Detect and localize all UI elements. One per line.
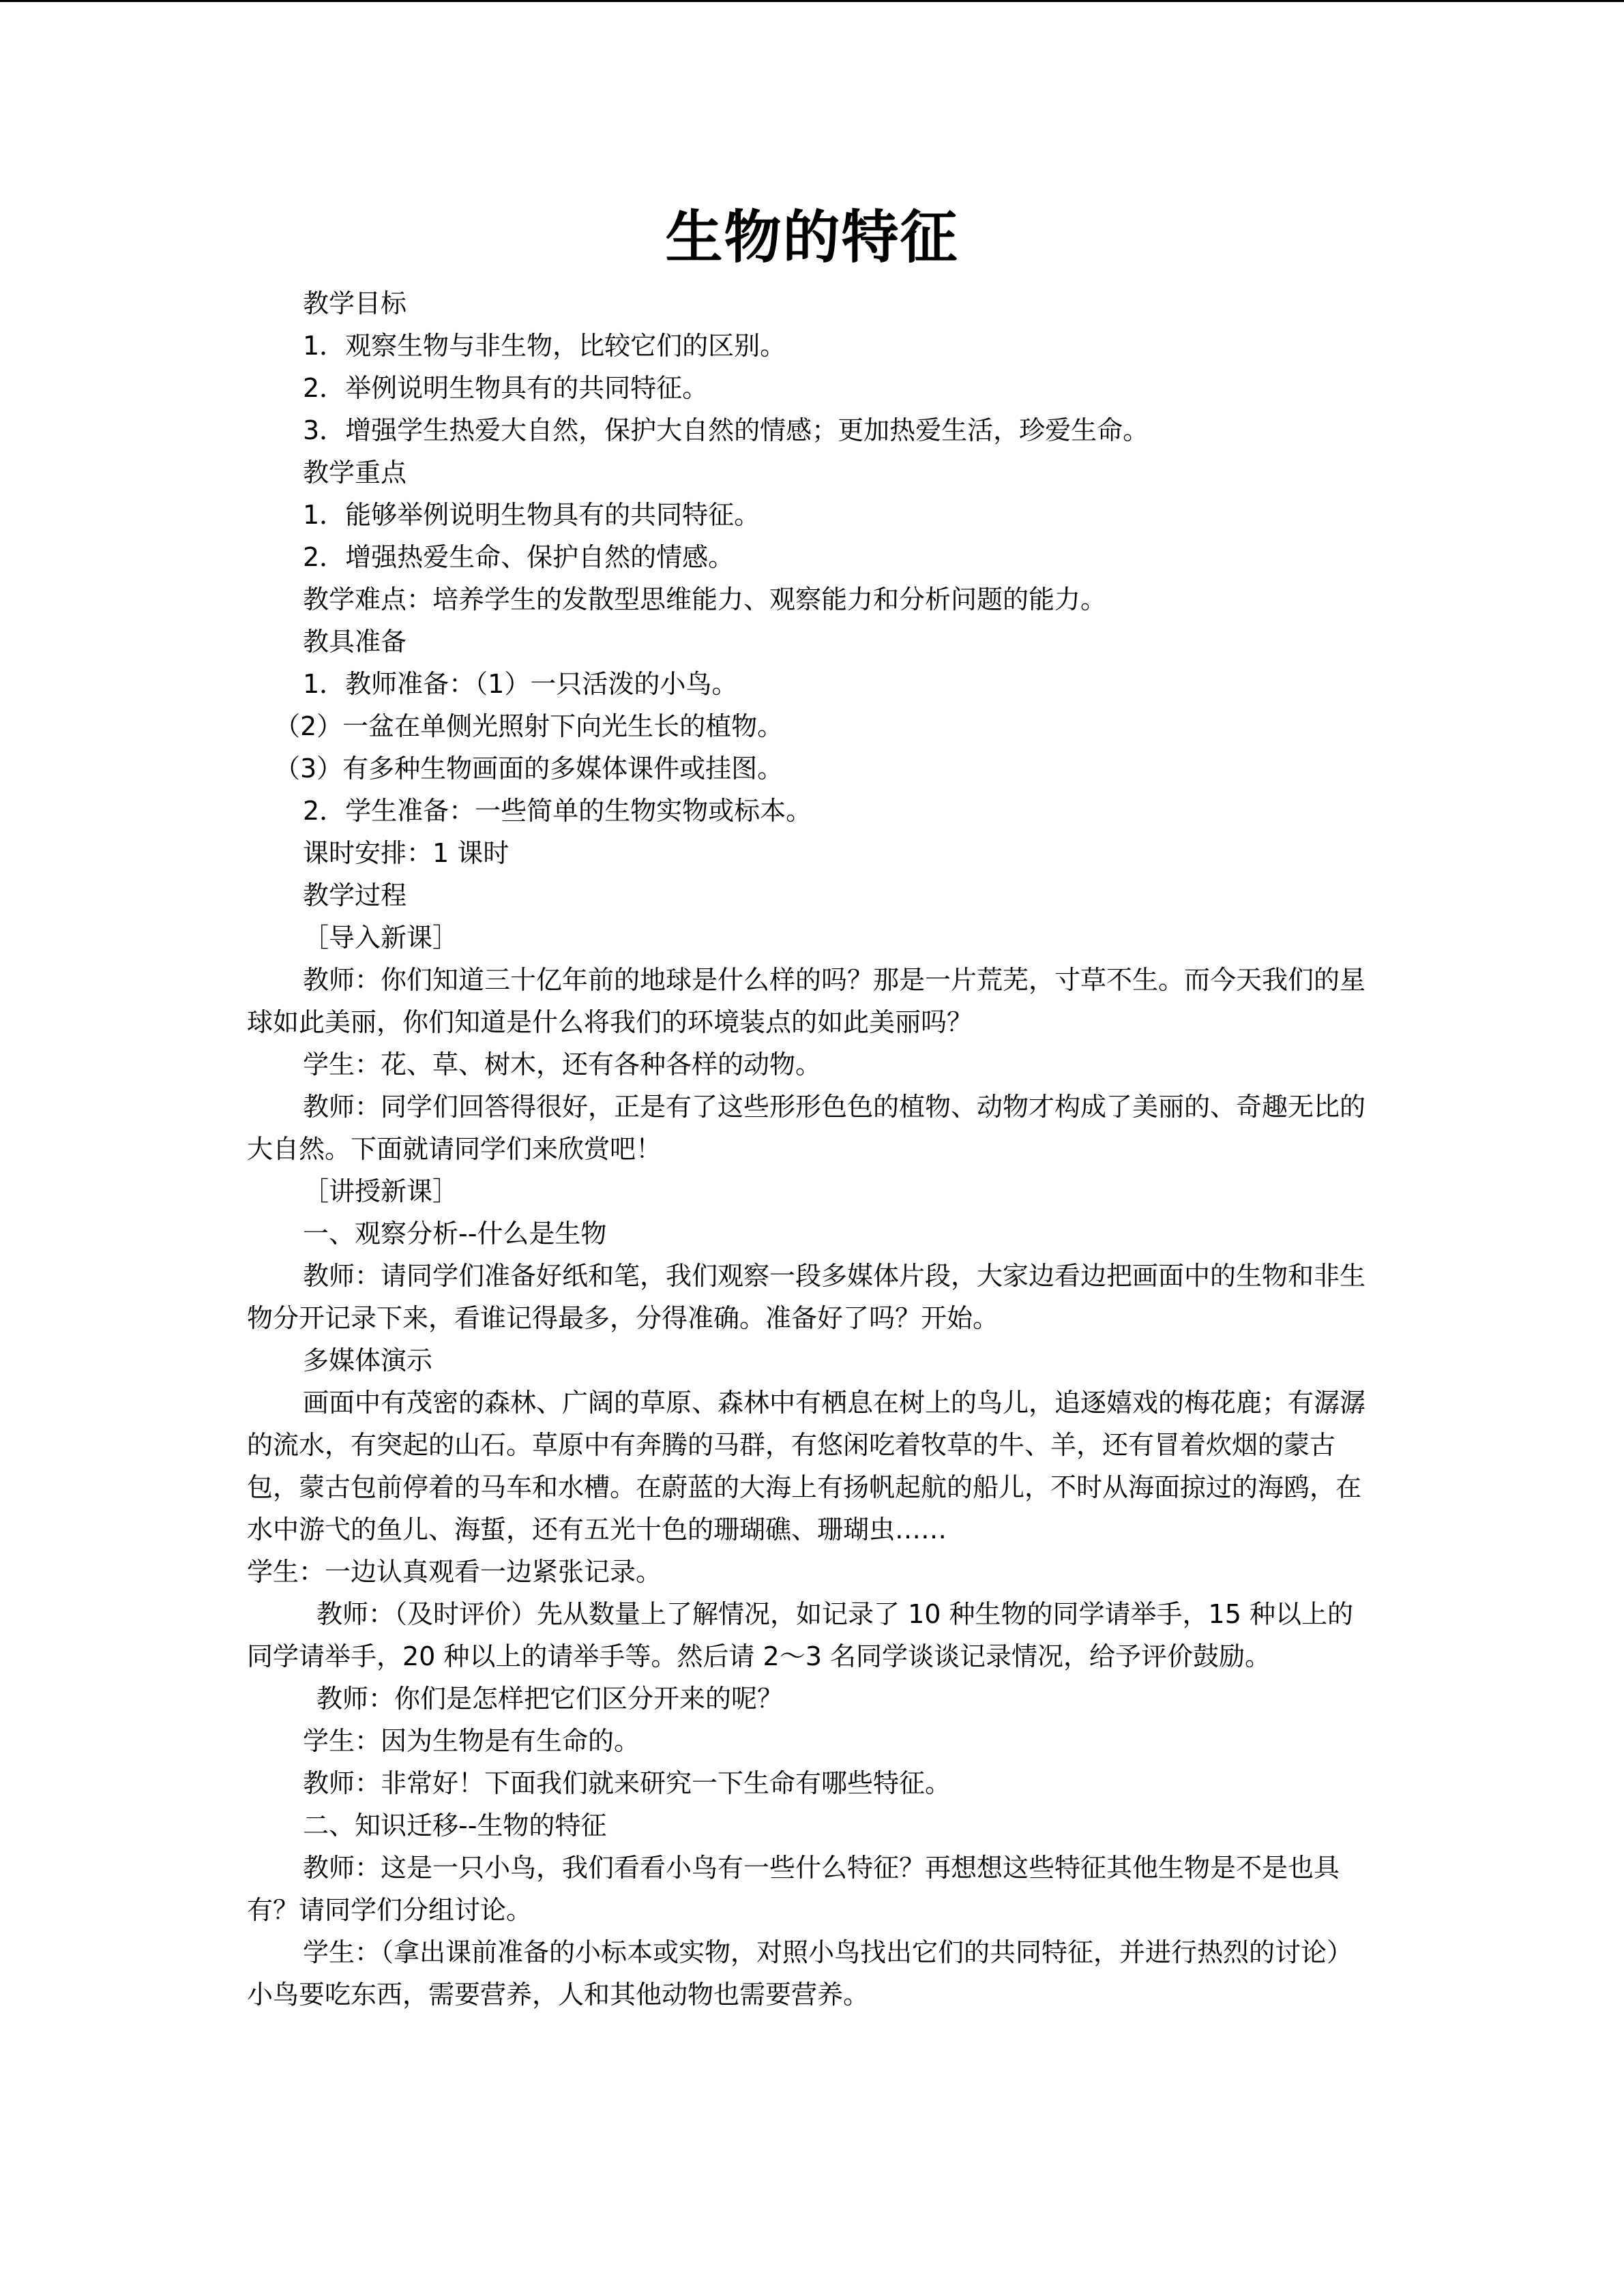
paragraph: 学生：一边认真观看一边紧张记录。 <box>247 1557 662 1587</box>
paragraph: ［讲授新课］ <box>303 1176 459 1206</box>
paragraph: 1．教师准备：（1）一只活泼的小鸟。 <box>303 669 738 699</box>
paragraph: ［导入新课］ <box>303 923 459 953</box>
paragraph: 教师：这是一只小鸟，我们看看小鸟有一些什么特征？再想想这些特征其他生物是不是也具有？请同学们分组讨论。 <box>247 1853 1340 1925</box>
paragraph: 多媒体演示 <box>303 1345 433 1375</box>
paragraph: 1．能够举例说明生物具有的共同特征。 <box>303 500 761 530</box>
paragraph: 学生：（拿出课前准备的小标本或实物，对照小鸟找出它们的共同特征，并进行热烈的讨论）小鸟要吃东西，需要营养，人和其他动物也需要营养。 <box>247 1937 1353 2010</box>
paragraph: 教师：非常好！下面我们就来研究一下生命有哪些特征。 <box>303 1768 951 1798</box>
paragraph: 教学重点 <box>303 458 407 488</box>
paragraph: 2．举例说明生物具有的共同特征。 <box>303 373 709 403</box>
paragraph: 教师：同学们回答得很好，正是有了这些形形色色的植物、动物才构成了美丽的、奇趣无比的大自然。下面就请同学们来欣赏吧！ <box>247 1092 1366 1164</box>
paragraph: 2．增强热爱生命、保护自然的情感。 <box>303 542 735 572</box>
paragraph: 画面中有茂密的森林、广阔的草原、森林中有栖息在树上的鸟儿，追逐嬉戏的梅花鹿；有潺潺的流水，有突起的山石。草原中有奔腾的马群，有悠闲吃着牧草的牛、羊，还有冒着炊烟的蒙古包，蒙古包前停着的马车和水槽。在蔚蓝的大海上有扬帆起航的船儿，不时从海面掠过的海鸥，在水中游弋的鱼儿、海蜇，还有五光十色的珊瑚礁、珊瑚虫…… <box>247 1388 1366 1545</box>
paragraph: 一、观察分析--什么是生物 <box>303 1219 607 1249</box>
paragraph: 二、知识迁移--生物的特征 <box>303 1810 607 1840</box>
paragraph: 课时安排：1 课时 <box>303 838 510 868</box>
document-title: 生物的特征 <box>665 203 959 271</box>
paragraph: 学生：花、草、树木，还有各种各样的动物。 <box>303 1049 822 1079</box>
paragraph: 教具准备 <box>303 627 407 657</box>
paragraph: 教学目标 <box>303 288 407 318</box>
document-body <box>247 282 1365 2016</box>
paragraph: 教师：你们知道三十亿年前的地球是什么样的吗？那是一片荒芜，寸草不生。而今天我们的星球如此美丽，你们知道是什么将我们的环境装点的如此美丽吗？ <box>247 965 1366 1037</box>
paragraph: 2．学生准备：一些简单的生物实物或标本。 <box>303 796 812 826</box>
paragraph: 教师：你们是怎样把它们区分开来的呢？ <box>316 1684 784 1714</box>
paragraph: 教师：请同学们准备好纸和笔，我们观察一段多媒体片段，大家边看边把画面中的生物和非生物分开记录下来，看谁记得最多，分得准确。准备好了吗？开始。 <box>247 1261 1366 1333</box>
paragraph: 1．观察生物与非生物，比较它们的区别。 <box>303 331 786 361</box>
paragraph: 教师：（及时评价）先从数量上了解情况，如记录了 10 种生物的同学请举手，15 种以上的同学请举手，20 种以上的请举手等。然后请 2～3 名同学谈谈记录情况，给予评价鼓励。 <box>247 1599 1353 1671</box>
paragraph: 3．增强学生热爱大自然，保护大自然的情感；更加热爱生活，珍爱生命。 <box>303 415 1149 445</box>
paragraph: 教学过程 <box>303 880 407 910</box>
paragraph: 教学难点：培养学生的发散型思维能力、观察能力和分析问题的能力。 <box>303 584 1107 614</box>
paragraph: （3）有多种生物画面的多媒体课件或挂图。 <box>274 754 784 784</box>
paragraph: 学生：因为生物是有生命的。 <box>303 1726 640 1756</box>
paragraph: （2）一盆在单侧光照射下向光生长的植物。 <box>274 711 784 741</box>
top-border-line <box>0 0 1624 2</box>
